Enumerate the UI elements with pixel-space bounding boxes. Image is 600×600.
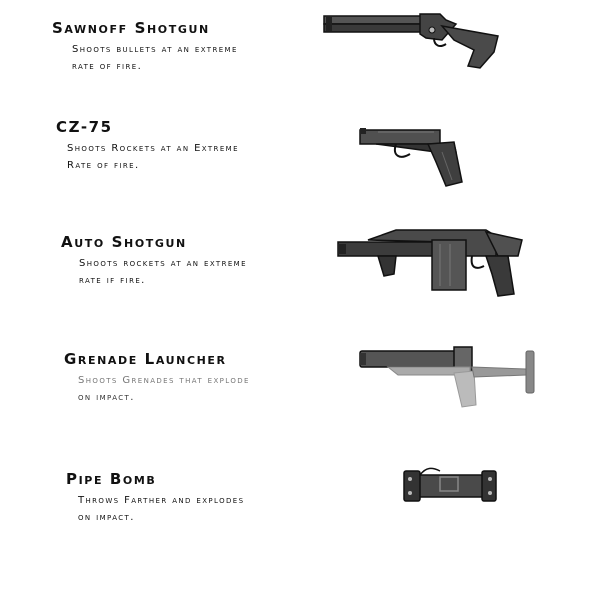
weapon-name: CZ-75 — [56, 118, 113, 136]
weapon-entry-auto-shotgun — [61, 233, 247, 289]
weapon-entry-grenade-launcher — [64, 350, 250, 406]
weapon-description: Shoots bullets at an extreme rate of fire. — [72, 44, 238, 72]
weapon-description: Shoots Rockets at an Extreme Rate of fire. — [67, 143, 239, 171]
weapon-entry-sawnoff-shotgun — [52, 19, 238, 75]
pistol-icon — [358, 122, 466, 190]
weapon-description: Shoots rockets at an extreme rate if fire. — [79, 258, 247, 286]
weapon-name: Auto Shotgun — [61, 233, 187, 251]
weapon-name: Sawnoff Shotgun — [52, 19, 210, 37]
weapon-name: Pipe Bomb — [66, 470, 157, 488]
pipe-bomb-icon — [402, 467, 498, 503]
weapon-entry-cz-75 — [56, 118, 239, 174]
auto-shotgun-icon — [336, 226, 526, 300]
weapon-description: Throws Farther and explodes on impact. — [78, 495, 245, 523]
weapon-entry-pipe-bomb — [66, 470, 244, 526]
sawnoff-shotgun-icon — [322, 10, 502, 72]
grenade-launcher-icon — [358, 345, 538, 411]
weapon-description: Shoots Grenades that explode on impact. — [78, 375, 250, 403]
weapon-name: Grenade Launcher — [64, 350, 227, 368]
